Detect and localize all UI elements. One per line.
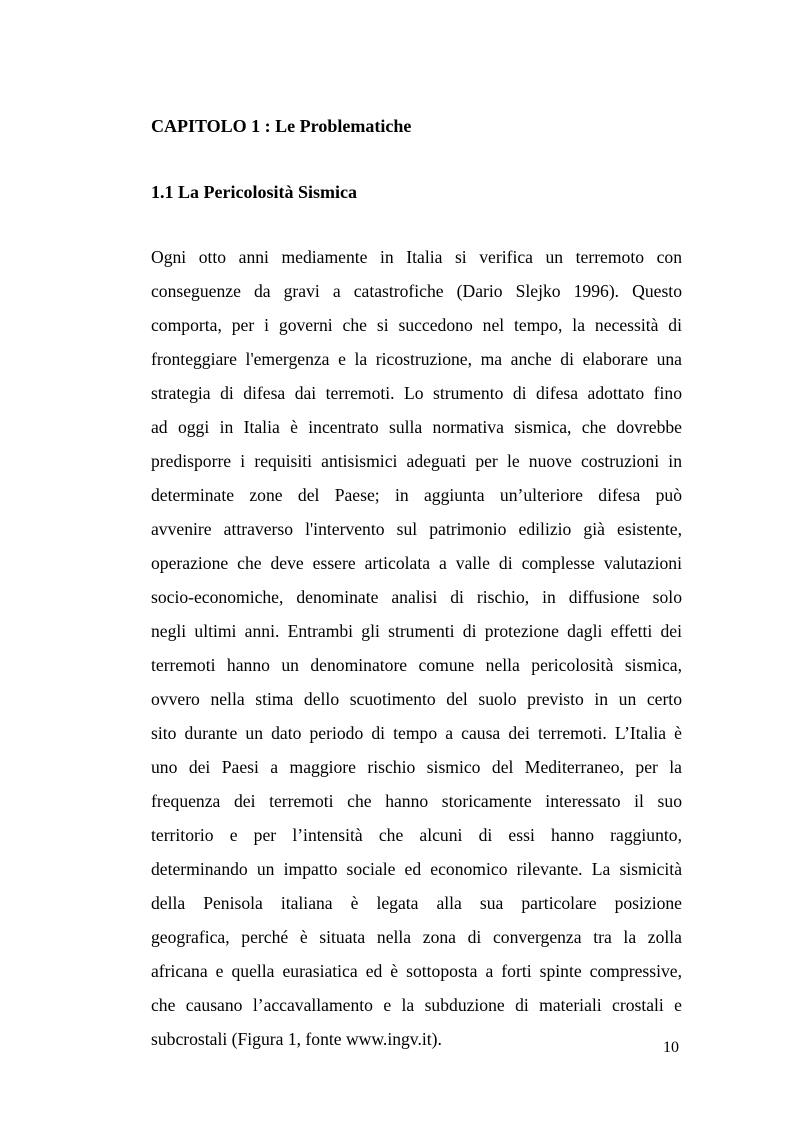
paragraph-line: sito durante un dato periodo di tempo a causa dei terremoti. L’Italia è [151,723,682,743]
paragraph-line: strategia di difesa dai terremoti. Lo strumento di difesa adottato fino [151,383,682,403]
paragraph-line: subcrostali (Figura 1, fonte www.ingv.it). [151,1029,442,1049]
page-number: 10 [663,1039,679,1056]
paragraph-line: avvenire attraverso l'intervento sul patrimonio edilizio già esistente, [151,519,682,539]
paragraph-line: della Penisola italiana è legata alla sua particolare posizione [151,893,682,913]
paragraph-line: che causano l’accavallamento e la subduzione di materiali crostali e [151,995,682,1015]
paragraph-line: uno dei Paesi a maggiore rischio sismico del Mediterraneo, per la [151,757,682,777]
section-title: 1.1 La Pericolosità Sismica [151,182,357,202]
paragraph-line: negli ultimi anni. Entrambi gli strumenti di protezione dagli effetti dei [151,621,682,641]
paragraph-line: operazione che deve essere articolata a valle di complesse valutazioni [151,553,682,573]
paragraph-line: africana e quella eurasiatica ed è sottoposta a forti spinte compressive, [151,961,682,981]
paragraph-line: terremoti hanno un denominatore comune nella pericolosità sismica, [151,655,682,675]
paragraph-line: fronteggiare l'emergenza e la ricostruzione, ma anche di elaborare una [151,349,682,369]
paragraph-line: Ogni otto anni mediamente in Italia si verifica un terremoto con [151,247,682,267]
paragraph-line: comporta, per i governi che si succedono nel tempo, la necessità di [151,315,682,335]
paragraph-line: determinate zone del Paese; in aggiunta un’ulteriore difesa può [151,485,682,505]
paragraph-line: ad oggi in Italia è incentrato sulla normativa sismica, che dovrebbe [151,417,682,437]
paragraph-line: socio-economiche, denominate analisi di rischio, in diffusione solo [151,587,682,607]
paragraph-line: conseguenze da gravi a catastrofiche (Dario Slejko 1996). Questo [151,281,682,301]
chapter-title: CAPITOLO 1 : Le Problematiche [151,116,412,136]
paragraph-line: territorio e per l’intensità che alcuni di essi hanno raggiunto, [151,825,682,845]
paragraph-line: frequenza dei terremoti che hanno storicamente interessato il suo [151,791,682,811]
paragraph-line: predisporre i requisiti antisismici adeguati per le nuove costruzioni in [151,451,682,471]
paragraph-line: determinando un impatto sociale ed economico rilevante. La sismicità [151,859,682,879]
body-paragraph [151,240,682,1056]
paragraph-line: geografica, perché è situata nella zona di convergenza tra la zolla [151,927,682,947]
paragraph-line: ovvero nella stima dello scuotimento del suolo previsto in un certo [151,689,682,709]
